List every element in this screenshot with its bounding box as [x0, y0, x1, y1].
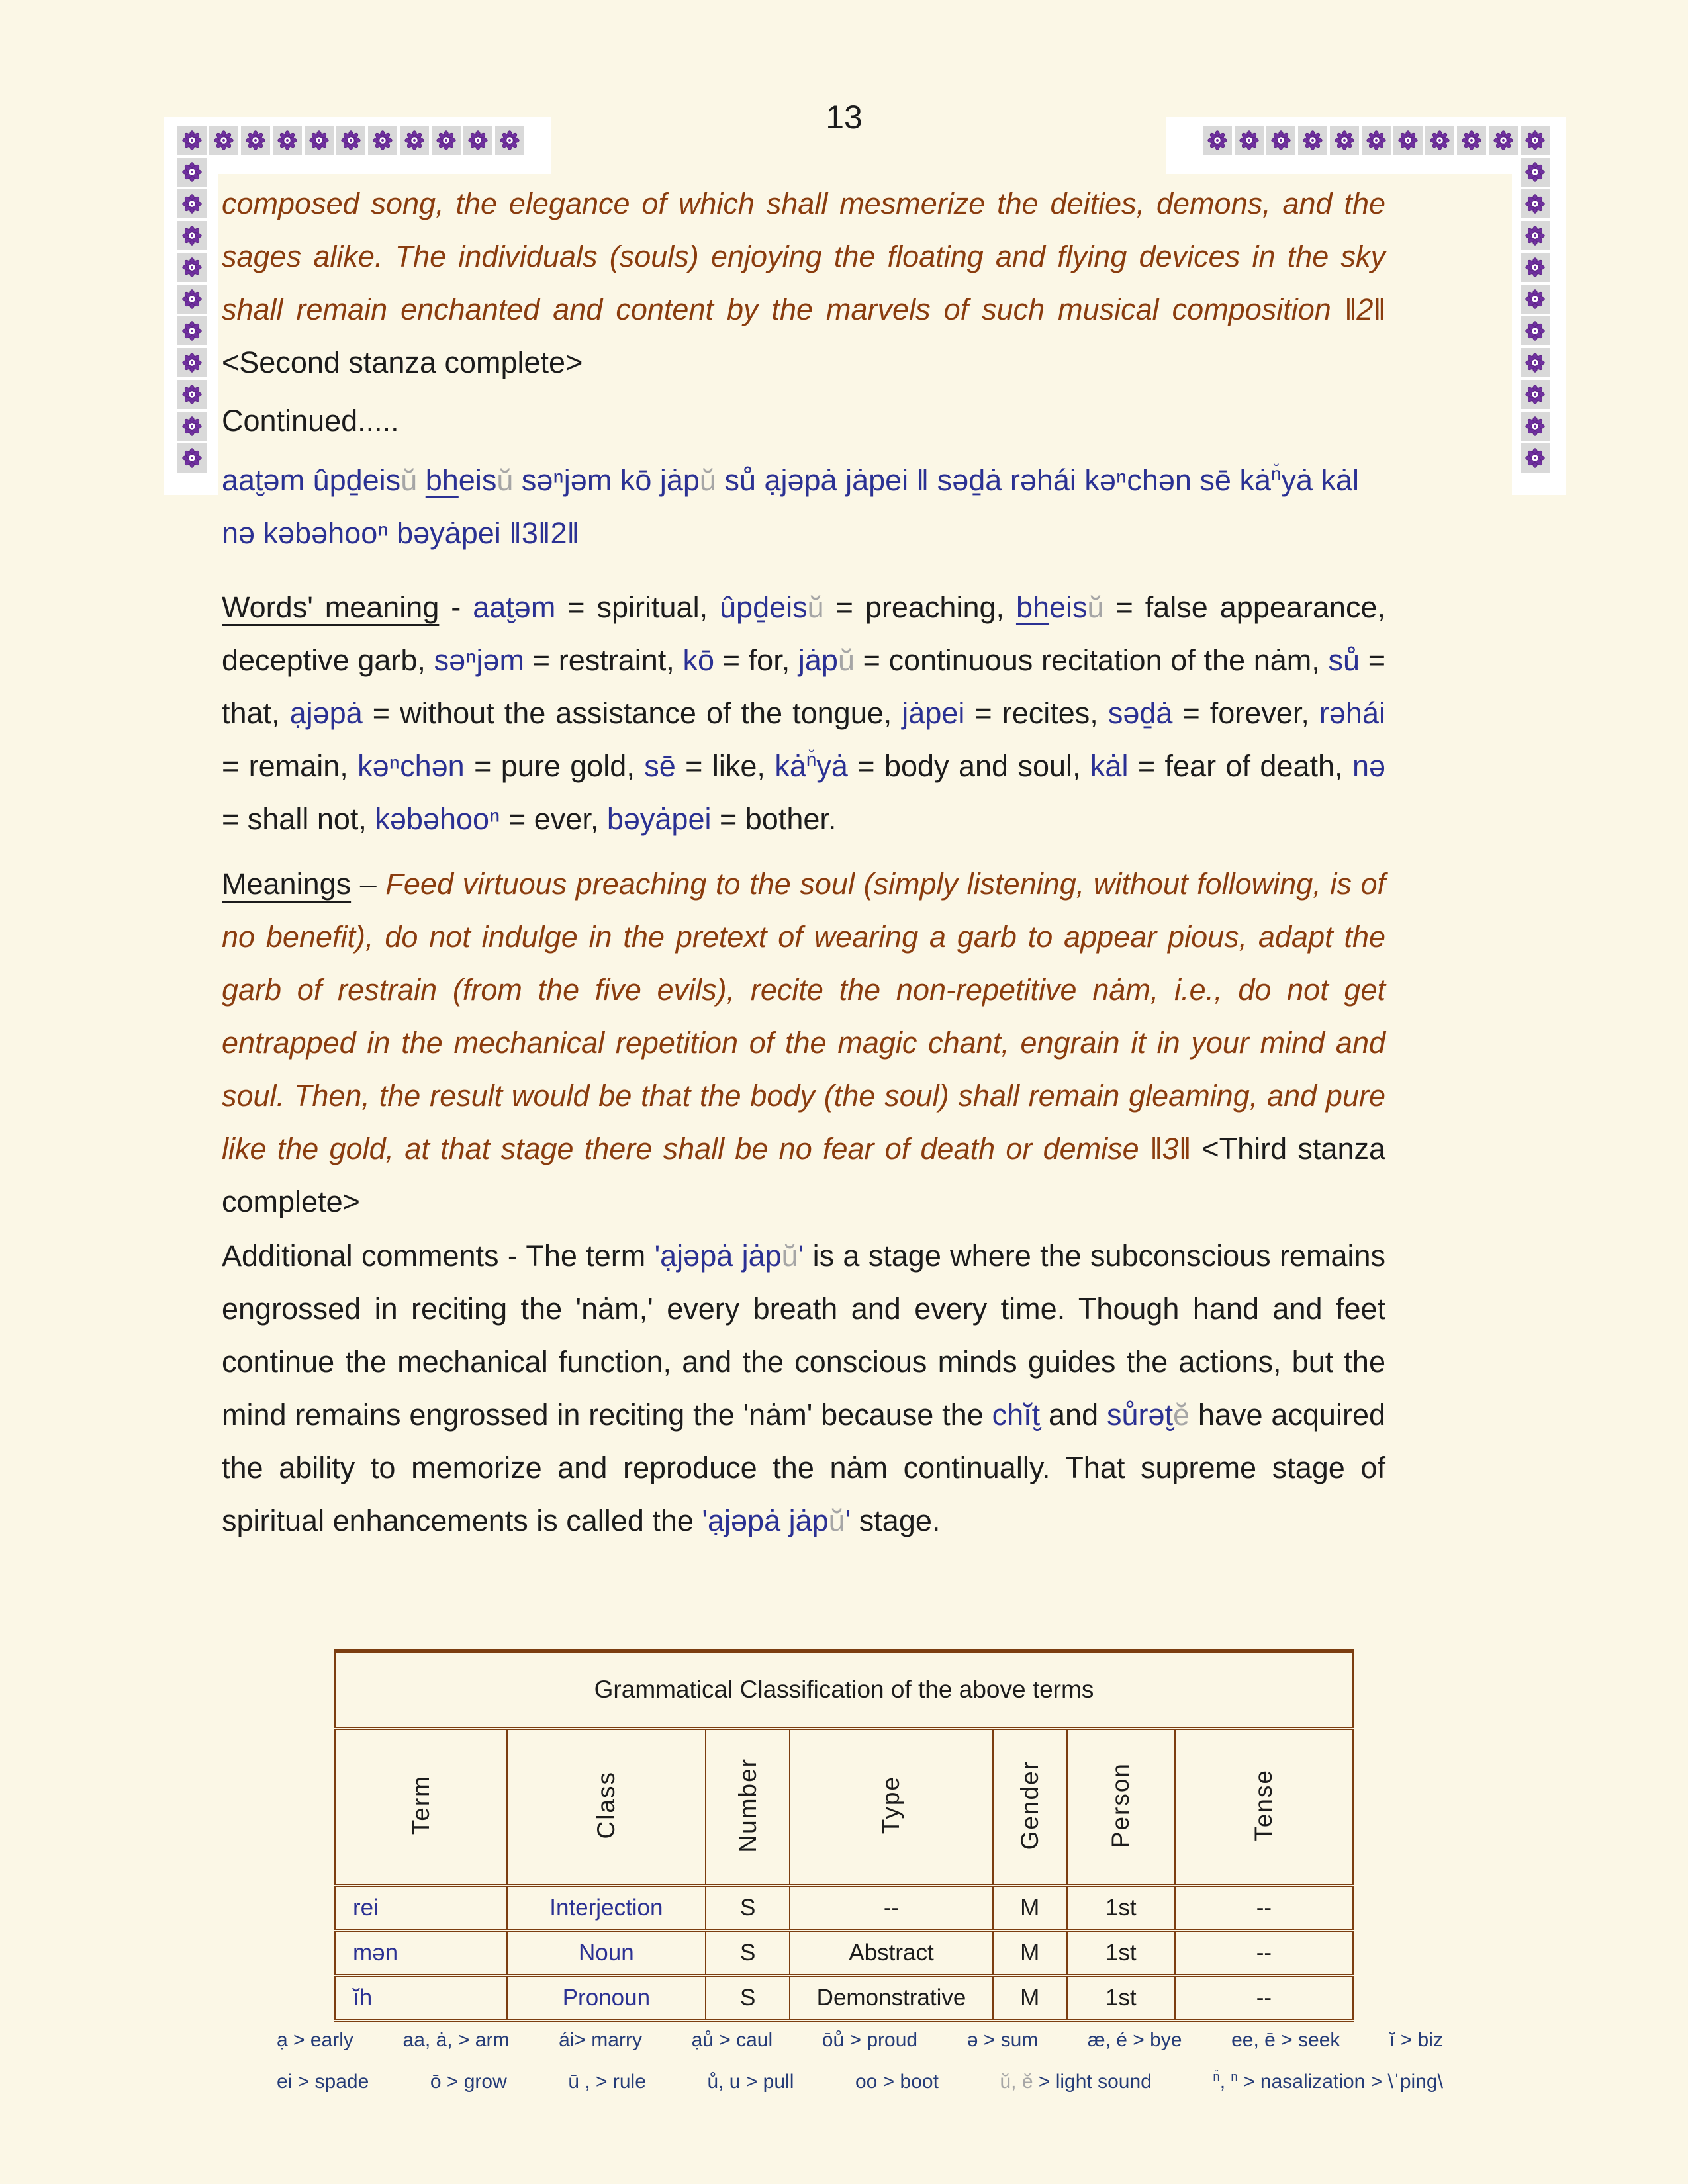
text-segment: – [351, 867, 386, 901]
words-meaning-paragraph [222, 581, 1385, 846]
table-cell-tense: -- [1175, 1931, 1353, 1976]
flower-icon [177, 380, 207, 409]
stanza2-translation-paragraph [222, 177, 1385, 389]
flower-icon [241, 126, 270, 155]
column-header-number: Number [733, 1757, 761, 1853]
table-cell-term: rei [335, 1886, 507, 1931]
flower-icon [177, 158, 207, 187]
text-segment: ů, u > pull [707, 2071, 794, 2093]
flower-icon [177, 189, 207, 218]
phonetic-item [1389, 2029, 1443, 2052]
text-segment: composed song, the elegance of which shall mesmerize the deities, demons, and the sages alike. The individuals (souls) enjoying the floating and flying devices in the sky shall remain enchanted and content by the marvels of such musical composition ǁ2ǁ [222, 187, 1385, 326]
shabad-transliteration [222, 454, 1385, 560]
column-header-person: Person [1107, 1762, 1135, 1848]
flower-icon [1521, 348, 1550, 377]
text-segment: <Second stanza complete> [222, 345, 583, 379]
table-cell-gender: M [993, 1976, 1067, 2021]
text-segment: səḏȧ [1107, 696, 1173, 730]
column-header-type: Type [877, 1776, 905, 1835]
flower-icon [177, 126, 207, 155]
column-header-term: Term [406, 1775, 434, 1835]
text-segment: ạ > early [277, 2029, 353, 2051]
text-segment: kȧl [1090, 749, 1129, 783]
text-segment: Meanings [222, 867, 352, 901]
text-segment: > nasalization > \ˈping\ [1237, 2071, 1443, 2093]
text-segment: kō [682, 643, 714, 677]
column-header-gender: Gender [1015, 1760, 1043, 1850]
text-segment: rəhái [1319, 696, 1385, 730]
text-segment: ĕ [1173, 1398, 1190, 1432]
text-segment: sē [644, 749, 676, 783]
flower-icon [177, 443, 207, 473]
text-segment: n [1231, 2070, 1238, 2083]
flower-icon [1457, 126, 1486, 155]
phonetic-item [1231, 2029, 1340, 2052]
text-segment: æ, é > bye [1087, 2029, 1182, 2051]
phonetic-item [1088, 2029, 1182, 2052]
text-segment: ái> marry [559, 2029, 642, 2051]
text-segment: = spiritual, [555, 590, 720, 624]
text-segment: 'ạjəpȧ jȧp [702, 1504, 829, 1537]
phonetic-item [568, 2071, 646, 2093]
table-title-row [335, 1651, 1353, 1729]
table-cell-person: 1st [1067, 1931, 1175, 1976]
column-header-tense: Tense [1250, 1769, 1278, 1841]
flower-icon [400, 126, 429, 155]
flower-icon [177, 221, 207, 250]
flower-icon [177, 316, 207, 345]
text-segment: yȧ [816, 749, 848, 783]
phonetic-item [855, 2071, 939, 2093]
meanings-paragraph [222, 858, 1385, 1228]
continued-label: Continued..... [222, 404, 399, 437]
text-segment: ei > spade [277, 2071, 369, 2093]
text-segment: ŭ [1087, 590, 1104, 624]
text-segment: n̆ [1270, 463, 1282, 484]
flower-icon [177, 348, 207, 377]
table-cell-class: Noun [507, 1931, 706, 1976]
grammatical-classification-table [334, 1649, 1354, 2022]
text-segment: ạů > caul [691, 2029, 773, 2051]
text-segment: ōů > proud [821, 2029, 918, 2051]
phonetic-guide-row-1 [277, 2029, 1443, 2071]
text-segment: = pure gold, [464, 749, 645, 783]
flower-icon [1521, 316, 1550, 345]
flower-icon [177, 253, 207, 282]
table-title: Grammatical Classification of the above terms [335, 1651, 1353, 1729]
text-segment: 'ạjəpȧ jȧp [654, 1239, 782, 1273]
phonetic-item [277, 2071, 369, 2093]
text-segment: ə > sum [966, 2029, 1039, 2051]
text-segment: ū , > rule [568, 2071, 646, 2093]
flower-icon [1393, 126, 1423, 155]
text-segment: eis [1049, 590, 1088, 624]
text-segment: bh [425, 463, 459, 497]
text-segment: səⁿjəm [434, 643, 525, 677]
text-segment: bəyȧpei [606, 802, 712, 836]
flower-icon [1298, 126, 1327, 155]
text-segment: ŭ, ĕ [1000, 2071, 1033, 2093]
text-segment: = preaching, [823, 590, 1016, 624]
table-cell-number: S [706, 1886, 790, 1931]
column-header-class: Class [592, 1771, 620, 1839]
flower-icon [336, 126, 365, 155]
table-cell-number: S [706, 1976, 790, 2021]
text-segment: ŭ [828, 1504, 845, 1537]
text-segment: ŭ [781, 1239, 798, 1273]
text-segment: = recites, [964, 696, 1108, 730]
flower-icon [1362, 126, 1391, 155]
phonetic-item [822, 2029, 917, 2052]
flower-icon [1521, 443, 1550, 473]
text-segment: nə [1352, 749, 1386, 783]
table-cell-type: Abstract [790, 1931, 992, 1976]
table-cell-gender: M [993, 1931, 1067, 1976]
text-segment: = restraint, [524, 643, 683, 677]
text-segment: > light sound [1033, 2071, 1152, 2093]
flower-icon [1425, 126, 1454, 155]
table-cell-term: ĭh [335, 1976, 507, 2021]
flower-icon [1203, 126, 1232, 155]
phonetic-item [967, 2029, 1039, 2052]
table-header-row [335, 1729, 1353, 1886]
text-segment: ee, ē > seek [1231, 2029, 1340, 2051]
flower-icon [1266, 126, 1295, 155]
text-segment: = remain, [222, 749, 358, 783]
text-segment: ûpḏeis [720, 590, 808, 624]
flower-icon [177, 412, 207, 441]
text-segment: kȧ [774, 749, 806, 783]
text-segment: yȧ kȧl nə kəbəhooⁿ bəyȧpei ǁ3ǁ2ǁ [222, 463, 1360, 550]
phonetic-guide-row-2 [277, 2071, 1443, 2113]
phonetic-item [1000, 2071, 1151, 2093]
flower-icon [1521, 412, 1550, 441]
text-segment: səⁿjəm kō jȧp [513, 463, 700, 497]
text-segment: = shall not, [222, 802, 375, 836]
phonetic-guide [277, 2029, 1443, 2113]
text-segment: = for, [714, 643, 798, 677]
text-segment: eis [458, 463, 497, 497]
table-row [335, 1931, 1353, 1976]
table-cell-class: Interjection [507, 1886, 706, 1931]
flower-icon [368, 126, 397, 155]
text-segment: Additional comments - The term [222, 1239, 655, 1273]
text-segment: ' [845, 1504, 851, 1537]
text-segment: = bother. [711, 802, 837, 836]
table-cell-type: -- [790, 1886, 992, 1931]
flower-border-left [177, 158, 207, 473]
text-segment: kəⁿchən [357, 749, 465, 783]
text-segment: aat̮əm ûpḏeis [222, 463, 401, 497]
text-segment: <Third stanza complete> [222, 1132, 1386, 1218]
phonetic-item [692, 2029, 773, 2052]
text-segment: ŭ [699, 463, 716, 497]
page-number: 13 [825, 99, 863, 136]
table-cell-number: S [706, 1931, 790, 1976]
flower-icon [209, 126, 238, 155]
text-segment: kəbəhooⁿ [375, 802, 500, 836]
flower-border-right [1521, 158, 1550, 473]
phonetic-item [1213, 2071, 1443, 2093]
table-cell-tense: -- [1175, 1976, 1353, 2021]
text-segment: ' [798, 1239, 804, 1273]
text-segment: aat̮əm [473, 590, 556, 624]
text-segment: = continuous recitation of the nȧm, [854, 643, 1329, 677]
flower-icon [273, 126, 302, 155]
text-segment: is a stage where the subconscious remains engrossed in reciting the 'nȧm,' every breath and every time. Though hand and feet continue the mechanical function, and the conscious minds guides the actions, but the mind remains engrossed in reciting the 'nȧm' because the [222, 1239, 1385, 1432]
table-row [335, 1886, 1353, 1931]
phonetic-item [277, 2029, 353, 2052]
table-cell-class: Pronoun [507, 1976, 706, 2021]
text-segment: ŭ [400, 463, 418, 497]
table-cell-type: Demonstrative [790, 1976, 992, 2021]
text-segment: n̆ [806, 749, 817, 770]
flower-icon [1521, 285, 1550, 314]
text-segment: sů ạjəpȧ jȧpei ǁ səḏȧ rəhái kəⁿchən sē kȧ [716, 463, 1271, 497]
flower-icon [1235, 126, 1264, 155]
text-segment: ŭ [807, 590, 824, 624]
text-segment: chĭt̮ [992, 1398, 1041, 1432]
text-segment: bh [1015, 590, 1050, 624]
text-segment: = false appearance, deceptive garb, [222, 590, 1385, 677]
phonetic-item [707, 2071, 794, 2093]
flower-icon [1521, 253, 1550, 282]
flower-icon [463, 126, 492, 155]
flower-icon [1521, 158, 1550, 187]
text-segment: = forever, [1172, 696, 1319, 730]
flower-icon [1330, 126, 1359, 155]
text-segment: Words' meaning [222, 590, 440, 624]
flower-icon [1521, 126, 1550, 155]
flower-icon [1521, 221, 1550, 250]
text-segment: have acquired the ability to memorize and reproduce the nȧm continually. That supreme stage of spiritual enhancements is called the [222, 1398, 1385, 1537]
flower-icon [1521, 380, 1550, 409]
text-segment: sůrət̮ [1106, 1398, 1174, 1432]
phonetic-item [430, 2071, 507, 2093]
text-segment: ŭ [837, 643, 855, 677]
text-segment: sů [1328, 643, 1360, 677]
text-segment: ạjəpȧ [289, 696, 363, 730]
flower-icon [1489, 126, 1518, 155]
flower-icon [432, 126, 461, 155]
table-cell-gender: M [993, 1886, 1067, 1931]
flower-icon [495, 126, 524, 155]
phonetic-item [403, 2029, 510, 2052]
text-segment: = ever, [500, 802, 607, 836]
phonetic-item [559, 2029, 642, 2052]
table-cell-tense: -- [1175, 1886, 1353, 1931]
text-segment: = like, [675, 749, 775, 783]
text-segment: = without the assistance of the tongue, [362, 696, 902, 730]
flower-icon [177, 285, 207, 314]
text-segment: = body and soul, [847, 749, 1090, 783]
table-cell-term: mən [335, 1931, 507, 1976]
flower-border-top-left [177, 126, 524, 155]
text-segment: oo > boot [855, 2071, 939, 2093]
text-segment: , [1219, 2071, 1231, 2093]
flower-border-top-right [1203, 126, 1550, 155]
text-segment: = that, [222, 643, 1385, 730]
text-segment: n̆ [1213, 2070, 1220, 2083]
table-cell-person: 1st [1067, 1976, 1175, 2021]
text-segment: jȧp [798, 643, 838, 677]
text-segment: = fear of death, [1128, 749, 1352, 783]
flower-icon [1521, 189, 1550, 218]
text-segment: Feed virtuous preaching to the soul (simply listening, without following, is of no benefit), do not indulge in the pretext of wearing a garb to appear pious, adapt the garb of restrain (from the five evils), recite the non-repetitive nȧm, i.e., do not get entrapped in the mechanical repetition of the magic chant, engrain it in your mind and soul. Then, the result would be that the body (the soul) shall remain gleaming, and pure like the gold, at that stage there shall be no fear of death or demise ǁ3ǁ [222, 867, 1385, 1165]
text-segment: stage. [851, 1504, 941, 1537]
text-segment: and [1040, 1398, 1107, 1432]
flower-icon [305, 126, 334, 155]
text-segment: jȧpei [902, 696, 965, 730]
additional-comments-paragraph [222, 1230, 1385, 1547]
text-segment: aa, ȧ, > arm [402, 2029, 510, 2051]
table-cell-person: 1st [1067, 1886, 1175, 1931]
text-segment: ō > grow [430, 2071, 507, 2093]
table-row [335, 1976, 1353, 2021]
text-segment: ĭ > biz [1389, 2029, 1443, 2051]
text-segment [417, 463, 426, 497]
text-segment: ŭ [496, 463, 514, 497]
text-segment: - [439, 590, 473, 624]
